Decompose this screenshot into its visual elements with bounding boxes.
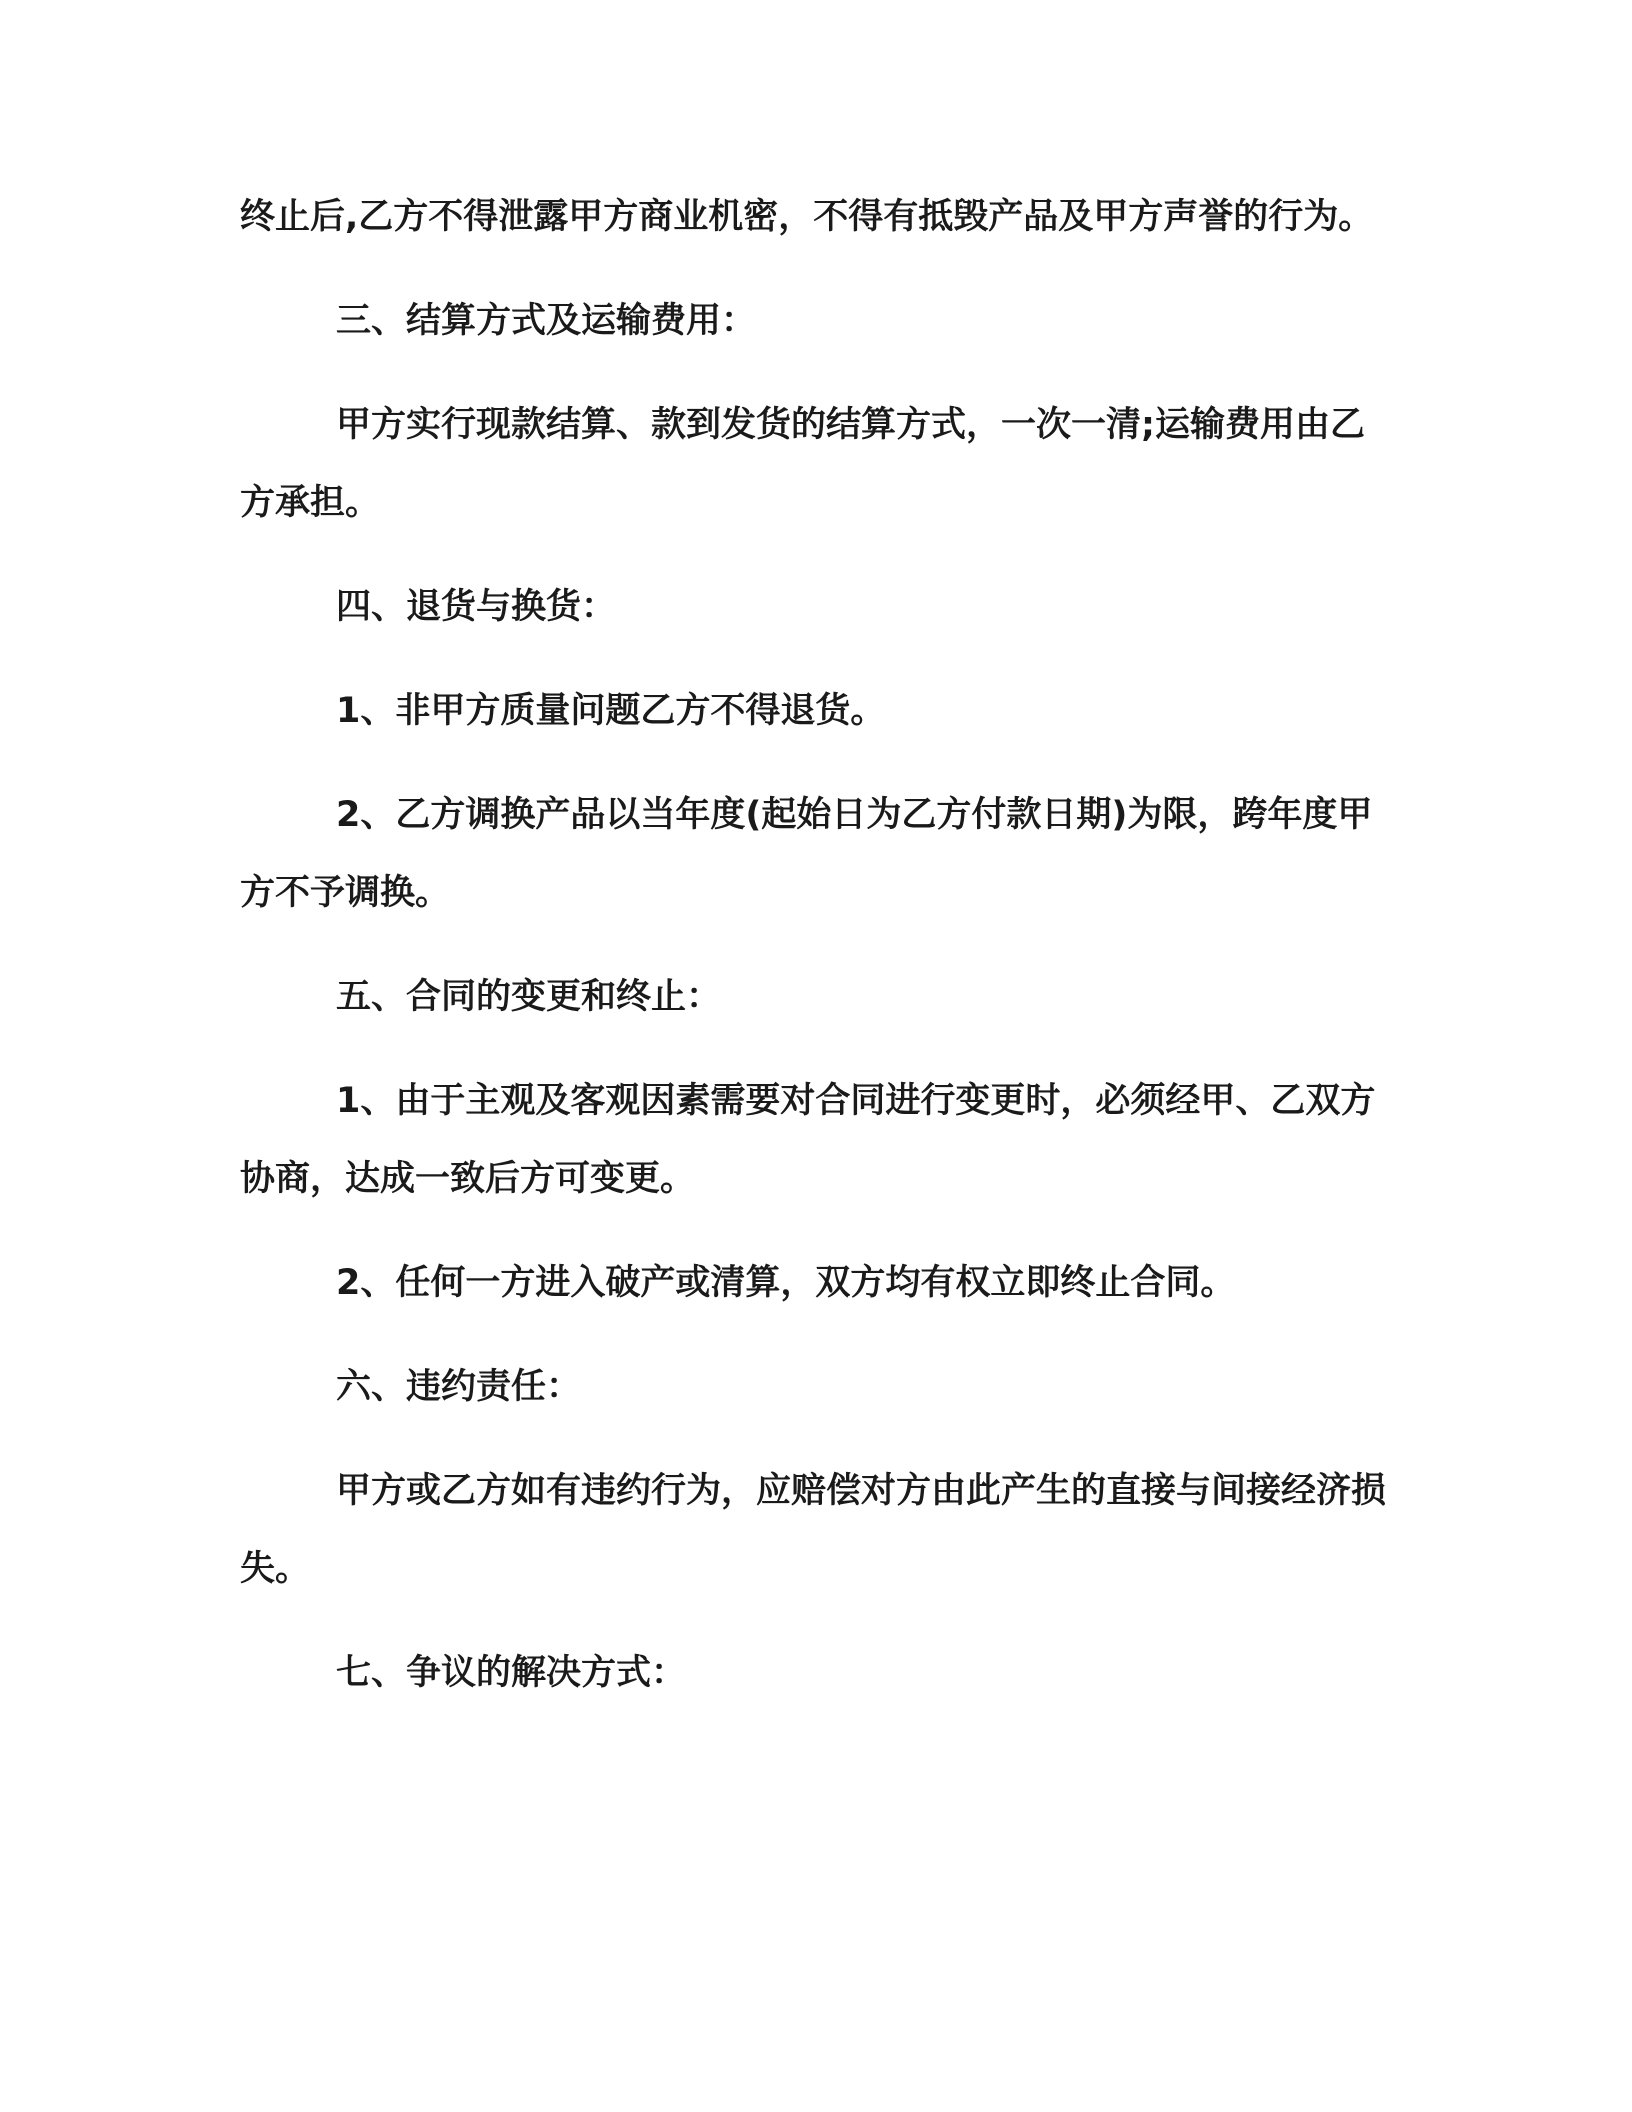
heading-settlement: 三、结算方式及运输费用：	[336, 301, 757, 341]
paragraph-breach: 甲方或乙方如有违约行为，应赔偿对方由此产生的直接与间接经济损失。	[240, 1471, 1387, 1589]
heading-returns: 四、退货与换货：	[336, 587, 617, 627]
paragraph-termination-confidentiality: 终止后,乙方不得泄露甲方商业机密，不得有抵毁产品及甲方声誉的行为。	[240, 197, 1374, 237]
document-page	[240, 178, 1392, 1738]
heading-contract-change: 五、合同的变更和终止：	[336, 977, 722, 1017]
paragraph-returns-2: 2、乙方调换产品以当年度(起始日为乙方付款日期)为限，跨年度甲方不予调换。	[240, 795, 1373, 913]
paragraph-settlement: 甲方实行现款结算、款到发货的结算方式，一次一清;运输费用由乙方承担。	[240, 405, 1365, 523]
heading-dispute: 七、争议的解决方式：	[336, 1653, 687, 1693]
paragraph-contract-change-1: 1、由于主观及客观因素需要对合同进行变更时，必须经甲、乙双方协商，达成一致后方可变更。	[240, 1081, 1376, 1199]
paragraph-contract-change-2: 2、任何一方进入破产或清算，双方均有权立即终止合同。	[336, 1263, 1236, 1303]
heading-breach: 六、违约责任：	[336, 1367, 582, 1407]
paragraph-returns-1: 1、非甲方质量问题乙方不得退货。	[336, 691, 886, 731]
